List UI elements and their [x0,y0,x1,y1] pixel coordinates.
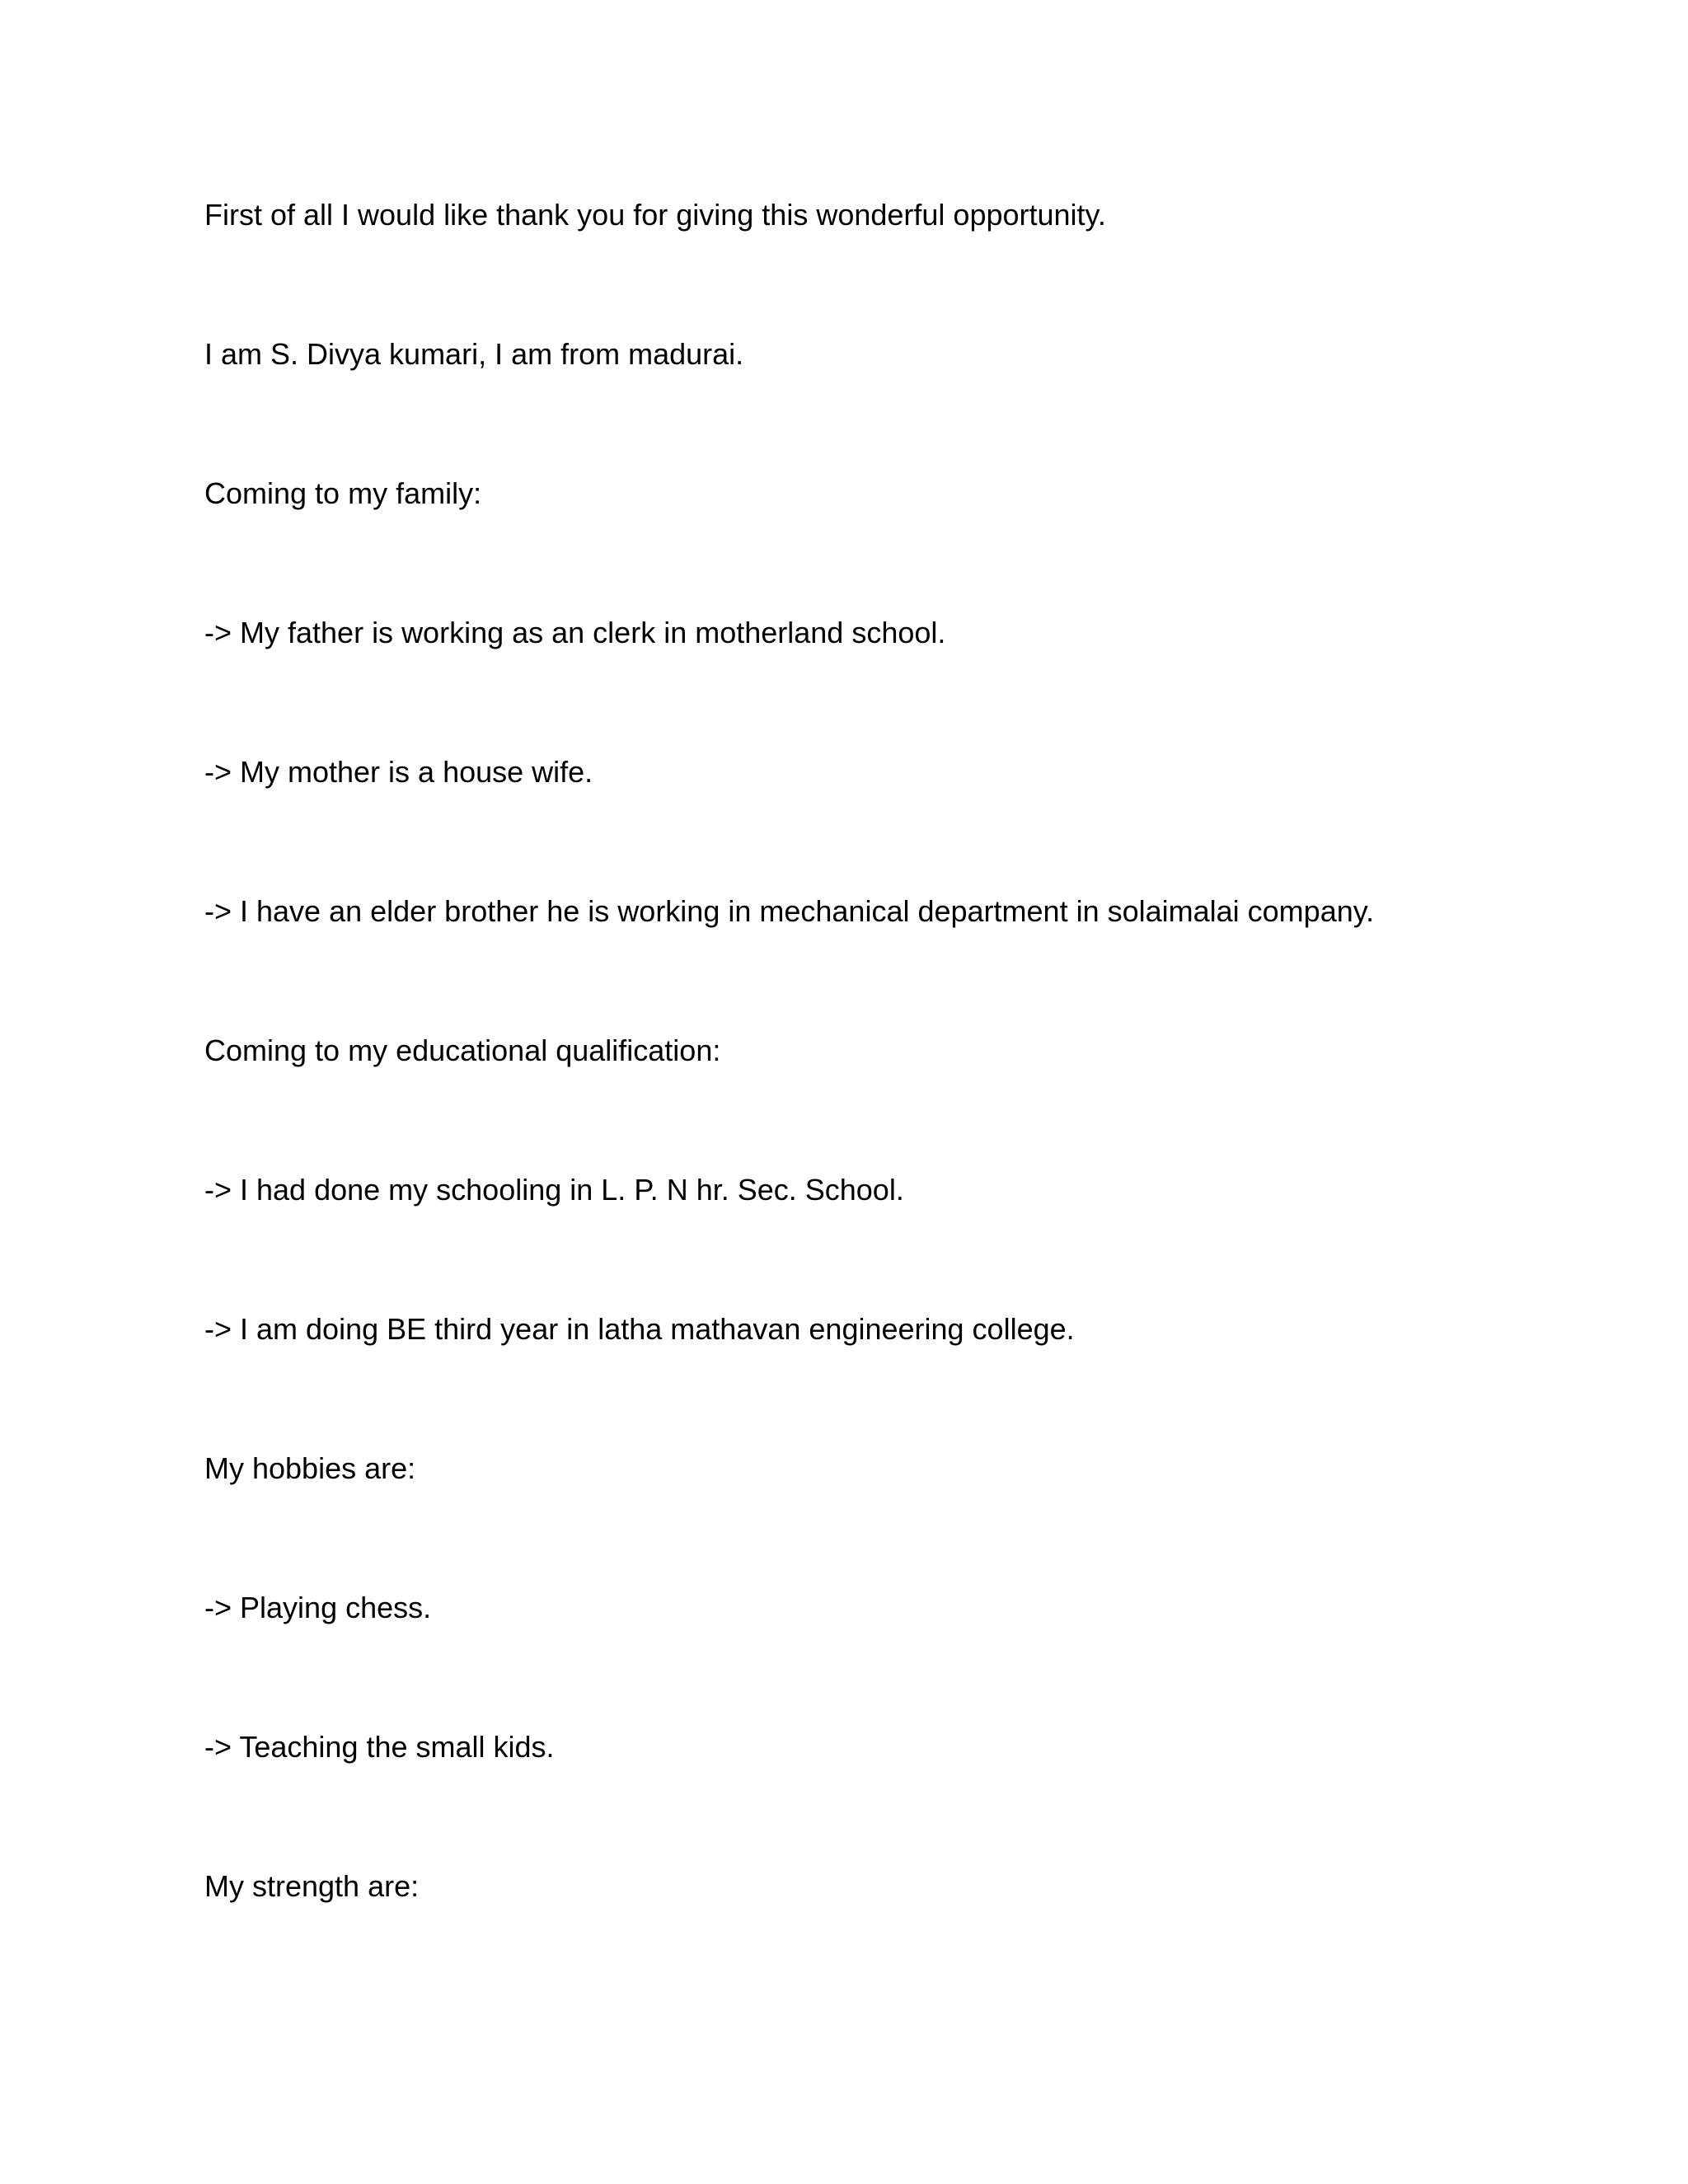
text-line: First of all I would like thank you for giving this wonderful opportunity. [204,198,1106,232]
text-line: -> Playing chess. [204,1591,432,1624]
text-line: My strength are: [204,1869,420,1903]
text-line: -> My mother is a house wife. [204,755,593,789]
text-line: -> My father is working as an clerk in motherland school. [204,616,946,649]
text-line: My hobbies are: [204,1451,416,1485]
text-line: -> I had done my schooling in L. P. N hr. Sec. School. [204,1173,904,1207]
text-line: -> I am doing BE third year in latha mathavan engineering college. [204,1312,1075,1346]
text-line: I am S. Divya kumari, I am from madurai. [204,337,744,371]
text-line: -> I have an elder brother he is working in mechanical department in solaimalai company. [204,894,1375,928]
text-line: Coming to my educational qualification: [204,1033,721,1067]
text-line: -> Teaching the small kids. [204,1730,555,1764]
text-line: Coming to my family: [204,476,482,510]
